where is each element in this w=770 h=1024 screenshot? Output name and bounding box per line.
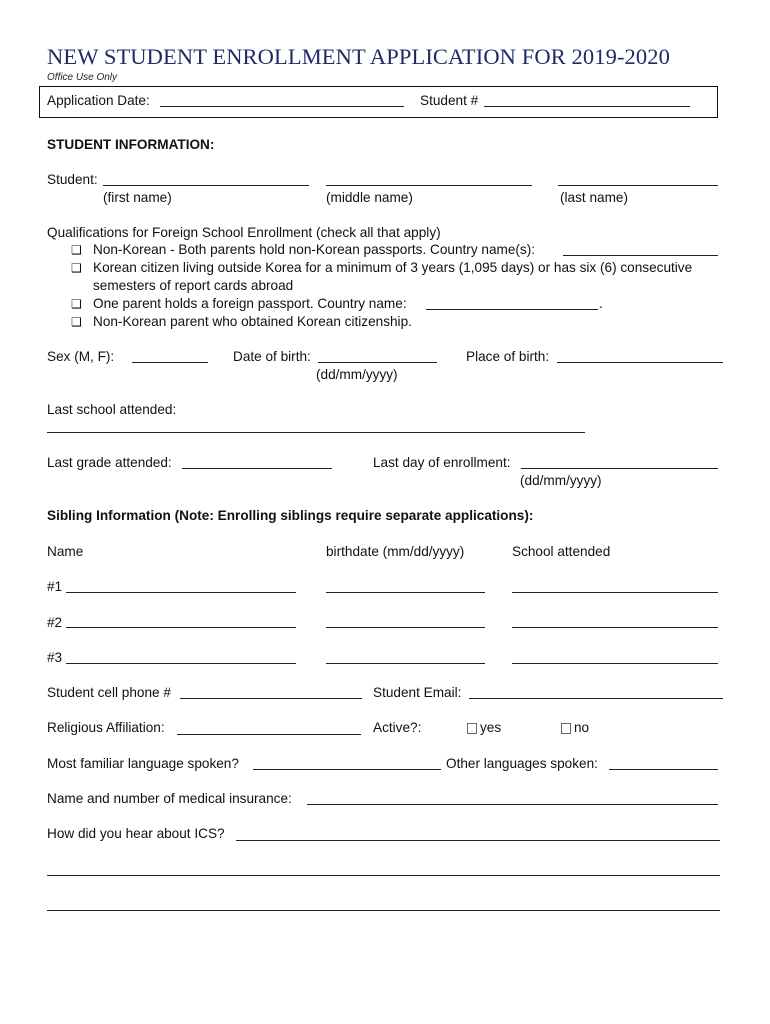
qualification-item-1: Non-Korean - Both parents hold non-Korean passports. Country name(s): <box>93 242 536 257</box>
sibling-col-birthdate: birthdate (mm/dd/yyyy) <box>326 544 465 559</box>
last-day-format: (dd/mm/yyyy) <box>520 473 602 488</box>
last-grade-field[interactable] <box>182 468 332 469</box>
sibling-2-name-field[interactable] <box>66 627 296 628</box>
application-date-field[interactable] <box>160 106 404 107</box>
no-label: no <box>574 720 590 735</box>
last-name-caption: (last name) <box>560 190 628 205</box>
religion-label: Religious Affiliation: <box>47 720 165 735</box>
qualifications-intro: Qualifications for Foreign School Enrollment (check all that apply) <box>47 225 441 240</box>
qualification-item-3: One parent holds a foreign passport. Country name: <box>93 296 407 311</box>
checkbox-icon[interactable]: ❑ <box>71 297 82 311</box>
student-number-label: Student # <box>420 93 479 108</box>
yes-checkbox[interactable] <box>467 723 477 734</box>
insurance-label: Name and number of medical insurance: <box>47 791 292 806</box>
sibling-2-birthdate-field[interactable] <box>326 627 485 628</box>
hear-about-field[interactable] <box>236 840 720 841</box>
religion-field[interactable] <box>177 734 361 735</box>
first-name-field[interactable] <box>103 185 309 186</box>
sibling-2-school-field[interactable] <box>512 627 718 628</box>
student-number-field[interactable] <box>484 106 690 107</box>
last-day-label: Last day of enrollment: <box>373 455 511 470</box>
hear-about-line-2[interactable] <box>47 875 720 876</box>
no-checkbox[interactable] <box>561 723 571 734</box>
checkbox-icon[interactable]: ❑ <box>71 243 82 257</box>
country-names-field[interactable] <box>563 255 718 256</box>
qualification-item-2: Korean citizen living outside Korea for a minimum of 3 years (1,095 days) or has six (6) consecutive <box>93 260 693 275</box>
middle-name-field[interactable] <box>326 185 532 186</box>
pob-field[interactable] <box>557 362 723 363</box>
sibling-1-school-field[interactable] <box>512 592 718 593</box>
last-name-field[interactable] <box>558 185 718 186</box>
cell-phone-label: Student cell phone # <box>47 685 171 700</box>
dob-field[interactable] <box>318 362 437 363</box>
qualification-item-2-continued: semesters of report cards abroad <box>93 278 294 293</box>
qualification-item-4: Non-Korean parent who obtained Korean citizenship. <box>93 314 412 329</box>
last-school-field[interactable] <box>47 432 585 433</box>
email-field[interactable] <box>469 698 723 699</box>
sex-field[interactable] <box>132 362 208 363</box>
email-label: Student Email: <box>373 685 462 700</box>
country-name-field[interactable] <box>426 309 598 310</box>
sibling-row-label: #3 <box>47 650 63 665</box>
sibling-row-label: #2 <box>47 615 63 630</box>
language-label: Most familiar language spoken? <box>47 756 239 771</box>
sibling-3-name-field[interactable] <box>66 663 296 664</box>
sibling-3-school-field[interactable] <box>512 663 718 664</box>
last-school-label: Last school attended: <box>47 402 177 417</box>
checkbox-icon[interactable]: ❑ <box>71 261 82 275</box>
last-day-field[interactable] <box>521 468 718 469</box>
page-title: NEW STUDENT ENROLLMENT APPLICATION FOR 2019-2020 <box>47 44 670 69</box>
first-name-caption: (first name) <box>103 190 172 205</box>
active-label: Active?: <box>373 720 422 735</box>
hear-about-line-3[interactable] <box>47 910 720 911</box>
insurance-field[interactable] <box>307 804 718 805</box>
middle-name-caption: (middle name) <box>326 190 413 205</box>
student-name-label: Student: <box>47 172 98 187</box>
sibling-col-name: Name <box>47 544 84 559</box>
cell-phone-field[interactable] <box>180 698 362 699</box>
student-info-heading: STUDENT INFORMATION: <box>47 137 215 152</box>
sibling-row-label: #1 <box>47 579 63 594</box>
last-grade-label: Last grade attended: <box>47 455 172 470</box>
period-mark: . <box>599 296 603 311</box>
sibling-heading: Sibling Information (Note: Enrolling siblings require separate applications): <box>47 508 534 523</box>
dob-format: (dd/mm/yyyy) <box>316 367 398 382</box>
dob-label: Date of birth: <box>233 349 311 364</box>
sibling-1-name-field[interactable] <box>66 592 296 593</box>
sibling-col-school: School attended <box>512 544 611 559</box>
sibling-3-birthdate-field[interactable] <box>326 663 485 664</box>
other-languages-field[interactable] <box>609 769 718 770</box>
language-field[interactable] <box>253 769 441 770</box>
sex-label: Sex (M, F): <box>47 349 115 364</box>
office-use-label: Office Use Only <box>47 72 118 83</box>
other-languages-label: Other languages spoken: <box>446 756 598 771</box>
checkbox-icon[interactable]: ❑ <box>71 315 82 329</box>
hear-about-label: How did you hear about ICS? <box>47 826 225 841</box>
yes-label: yes <box>480 720 502 735</box>
pob-label: Place of birth: <box>466 349 550 364</box>
sibling-1-birthdate-field[interactable] <box>326 592 485 593</box>
application-date-label: Application Date: <box>47 93 150 108</box>
